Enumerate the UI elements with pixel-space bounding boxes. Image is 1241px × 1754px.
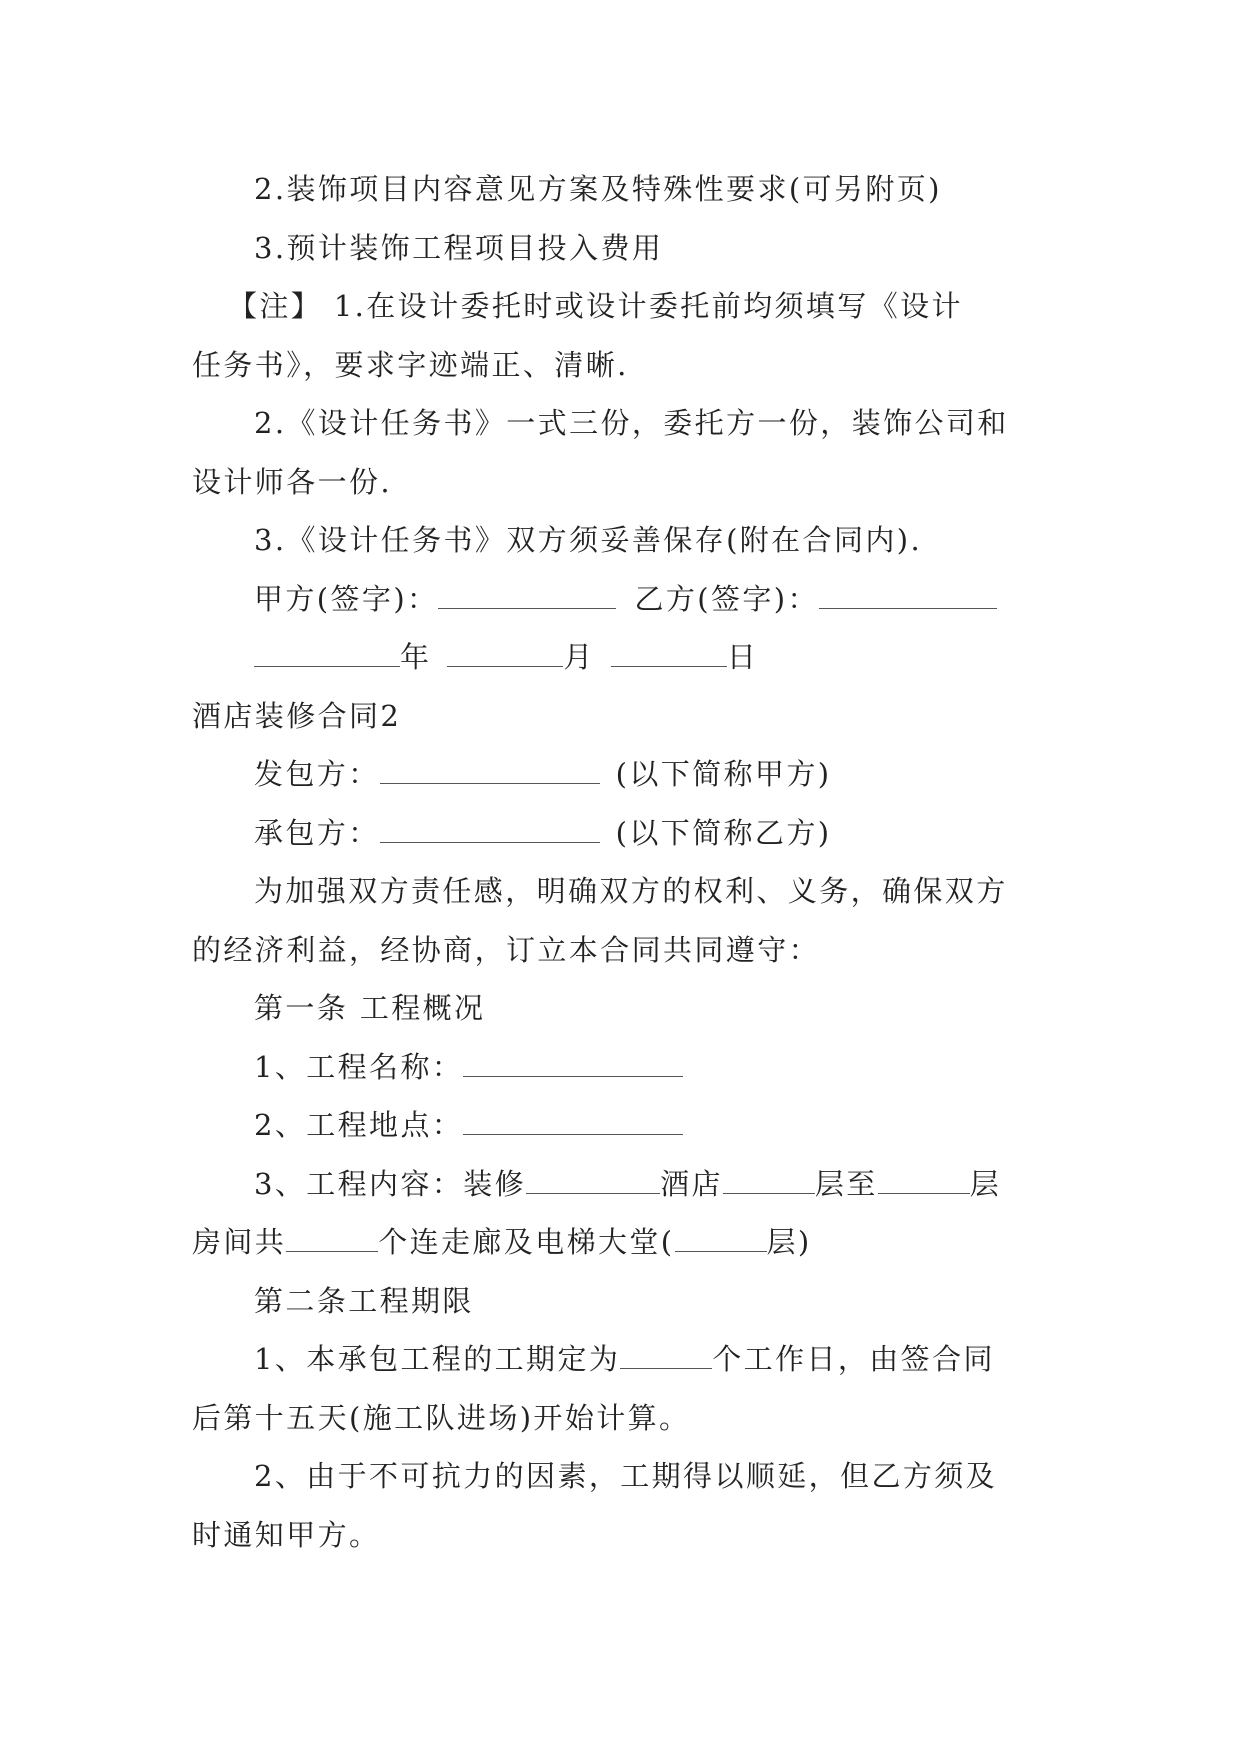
rooms-text: 个连走廊及电梯大堂( [378,1225,675,1259]
rooms-line [192,1213,1052,1272]
contractor-label: 承包方： [254,815,380,850]
employer-blank[interactable] [380,761,600,784]
term-text: 个工作日，由签合同 [712,1342,995,1376]
month-label: 月 [563,640,595,674]
project-location-line [192,1096,1052,1155]
paragraph-line: 2.装饰项目内容意见方案及特殊性要求(可另附页) [254,172,942,206]
article-2-title: 第二条工程期限 [254,1283,474,1318]
lobby-floor-blank[interactable] [675,1229,767,1252]
term-text: 1、本承包工程的工期定为 [254,1342,621,1376]
paragraph-line: 2.《设计任务书》一式三份，委托方一份，装饰公司和 [254,406,1009,440]
employer-note: (以下简称甲方) [615,757,832,791]
room-count-blank[interactable] [286,1229,378,1252]
party-b-sign-label: 乙方(签字)： [634,581,819,616]
paragraph-line: 3.预计装饰工程项目投入费用 [254,230,664,265]
year-blank[interactable] [254,644,400,667]
workdays-blank[interactable] [620,1346,712,1369]
project-name-blank[interactable] [463,1054,683,1077]
month-blank[interactable] [447,644,563,667]
project-location-label: 2、工程地点： [254,1108,464,1142]
contract-text [192,160,1052,1564]
article-1-title: 第一条 工程概况 [254,991,486,1025]
date-line [192,628,1052,687]
rooms-text: 房间共 [192,1225,287,1259]
paragraph-line: 3.《设计任务书》双方须妥善保存(附在合同内). [254,523,923,557]
paragraph-line: 2、由于不可抗力的因素，工期得以顺延，但乙方须及 [254,1459,998,1493]
paragraph-line: 的经济利益，经协商，订立本合同共同遵守： [192,932,821,967]
paragraph-line: 为加强双方责任感，明确双方的权利、义务，确保双方 [254,874,1008,908]
year-label: 年 [400,640,432,674]
hotel-name-blank[interactable] [526,1171,660,1194]
term-line [192,1330,1052,1389]
paragraph-line: 任务书》，要求字迹端正、清晰. [192,347,629,382]
contract-title: 酒店装修合同2 [192,698,402,733]
project-location-blank[interactable] [463,1112,683,1135]
content-text: 酒店 [660,1166,723,1201]
project-name-label: 1、工程名称： [254,1049,464,1084]
party-a-sign-label: 甲方(签字)： [254,581,439,616]
contractor-blank[interactable] [380,820,600,843]
employer-line [192,745,1052,804]
contractor-line [192,804,1052,863]
party-b-sign-blank[interactable] [819,586,997,609]
floor-to-blank[interactable] [878,1171,970,1194]
project-content-line [192,1155,1052,1214]
project-name-line [192,1038,1052,1097]
floor-from-blank[interactable] [723,1171,815,1194]
content-text: 层 [969,1166,1002,1201]
day-label: 日 [726,640,759,674]
employer-label: 发包方： [254,757,380,791]
paragraph-line: 时通知甲方。 [192,1517,381,1552]
party-a-sign-blank[interactable] [438,586,616,609]
note-line: 【注】 1.在设计委托时或设计委托前均须填写《设计 [228,289,963,323]
day-blank[interactable] [611,644,727,667]
paragraph-line: 后第十五天(施工队进场)开始计算。 [192,1400,691,1435]
paragraph-line: 设计师各一份. [192,464,393,499]
rooms-text: 层) [766,1225,812,1259]
contractor-note: (以下简称乙方) [615,815,832,850]
content-text: 3、工程内容：装修 [254,1166,527,1201]
content-text: 层至 [814,1166,878,1201]
signature-line [192,570,1052,629]
